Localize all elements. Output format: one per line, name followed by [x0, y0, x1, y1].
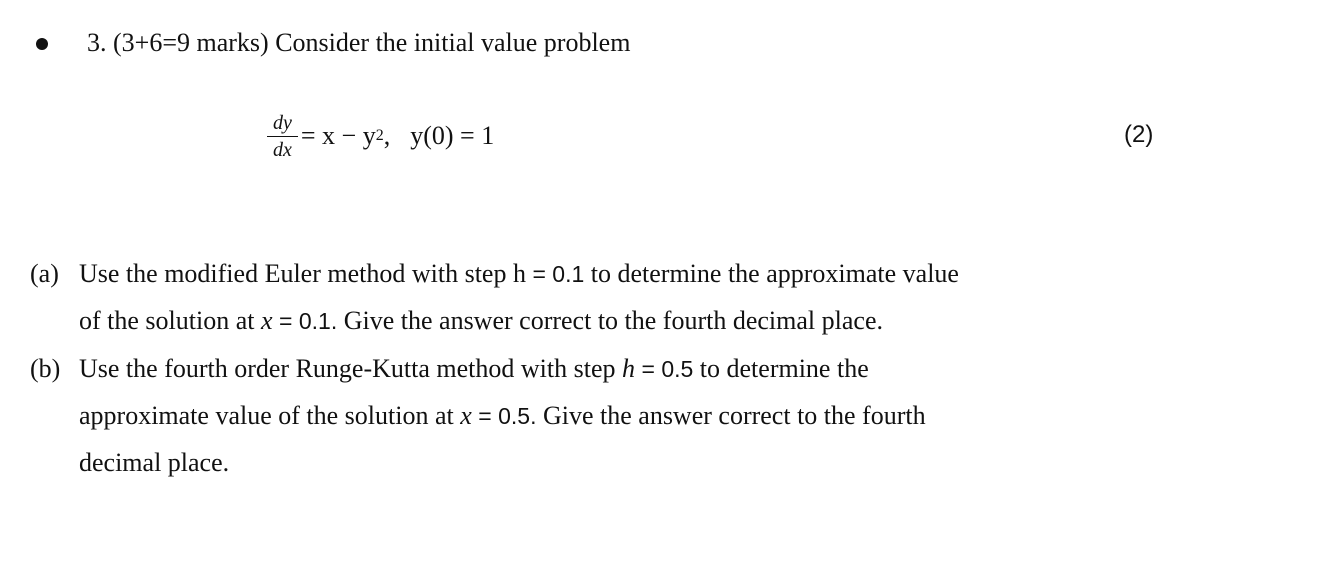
- part-b-line-3: decimal place.: [79, 448, 230, 477]
- fraction-bar: [267, 136, 298, 137]
- part-b-text: Use the fourth order Runge-Kutta method with step: [79, 354, 616, 383]
- part-b-x-value: = 0.5.: [478, 403, 537, 429]
- derivative-fraction: [270, 111, 295, 162]
- initial-condition: y(0) = 1: [410, 121, 495, 150]
- question-marks: (3+6=9 marks): [113, 28, 269, 57]
- equation-comma: ,: [383, 121, 391, 150]
- part-a-variable: x: [260, 306, 273, 335]
- part-a-line-1: [79, 257, 959, 291]
- question-number: 3.: [87, 28, 107, 57]
- part-b-step-value: = 0.5: [641, 356, 694, 382]
- part-b-variable: x: [460, 401, 472, 430]
- part-b-line-1: [79, 352, 869, 386]
- question-intro: Consider the initial value problem: [275, 28, 631, 57]
- equation-rhs: = x − y: [300, 121, 376, 150]
- part-a-text: Give the answer correct to the fourth decimal place.: [343, 306, 883, 335]
- list-bullet: [36, 38, 48, 50]
- question-heading: [87, 26, 630, 60]
- equation-exponent: 2: [375, 127, 384, 144]
- part-b-text: to determine the: [699, 354, 869, 383]
- part-a-step-value: = 0.1: [532, 261, 585, 287]
- part-b-label: (b): [30, 354, 61, 383]
- part-b-text: approximate value of the solution at: [79, 401, 454, 430]
- part-a-text: Use the modified Euler method with step h: [79, 259, 526, 288]
- part-b-text: Give the answer correct to the fourth: [542, 401, 926, 430]
- part-a-text: of the solution at: [79, 306, 255, 335]
- part-a-x-value: = 0.1.: [279, 308, 338, 334]
- equation-number: (2): [1124, 121, 1154, 148]
- part-a-label: (a): [30, 259, 59, 288]
- fraction-numerator: dy: [273, 111, 292, 134]
- part-b-line-2: [79, 399, 926, 433]
- fraction-denominator: dx: [273, 138, 292, 161]
- part-a-line-2: [79, 304, 883, 338]
- equation: [270, 104, 494, 168]
- part-b-variable: h: [622, 354, 635, 383]
- part-a-text: to determine the approximate value: [590, 259, 959, 288]
